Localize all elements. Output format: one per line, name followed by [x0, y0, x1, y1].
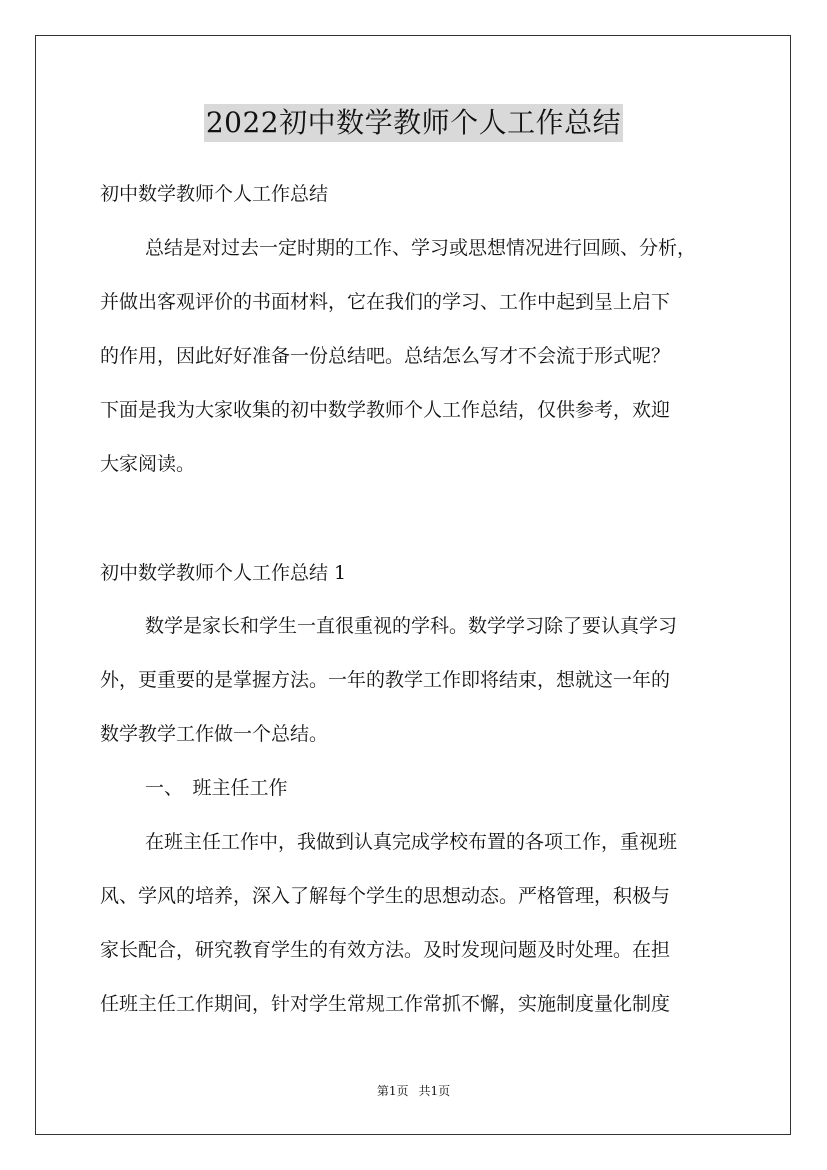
paragraph-line: 在班主任工作中，我做到认真完成学校布置的各项工作，重视班 [145, 831, 678, 853]
paragraph-line: 数学教学工作做一个总结。 [100, 723, 329, 745]
paragraph-line: 风、学风的培养，深入了解每个学生的思想动态。严格管理，积极与 [100, 885, 671, 907]
paragraph-line: 大家阅读。 [100, 453, 196, 475]
paragraph-line: 的作用，因此好好准备一份总结吧。总结怎么写才不会流于形式呢？ [100, 345, 671, 367]
subtitle-line: 初中数学教师个人工作总结 [100, 183, 329, 205]
document-title: 2022初中数学教师个人工作总结 [204, 104, 623, 142]
paragraph-line: 家长配合，研究教育学生的有效方法。及时发现问题及时处理。在担 [100, 939, 671, 961]
paragraph-line: 下面是我为大家收集的初中数学教师个人工作总结，仅供参考，欢迎 [100, 399, 671, 421]
page-footer [0, 1083, 827, 1099]
paragraph-line: 外，更重要的是掌握方法。一年的教学工作即将结束，想就这一年的 [100, 669, 671, 691]
title-container [0, 104, 827, 142]
paragraph-line: 任班主任工作期间，针对学生常规工作常抓不懈，实施制度量化制度 [100, 993, 671, 1015]
paragraph-line: 并做出客观评价的书面材料，它在我们的学习、工作中起到呈上启下 [100, 291, 671, 313]
paragraph-line: 总结是对过去一定时期的工作、学习或思想情况进行回顾、分析， [145, 237, 697, 259]
page-total: 共1页 [418, 1084, 451, 1098]
subsection-heading: 一、 班主任工作 [145, 777, 288, 799]
section-heading: 初中数学教师个人工作总结 1 [100, 562, 347, 584]
page-number: 第1页 [376, 1084, 409, 1098]
paragraph-line: 数学是家长和学生一直很重视的学科。数学学习除了要认真学习 [145, 615, 678, 637]
